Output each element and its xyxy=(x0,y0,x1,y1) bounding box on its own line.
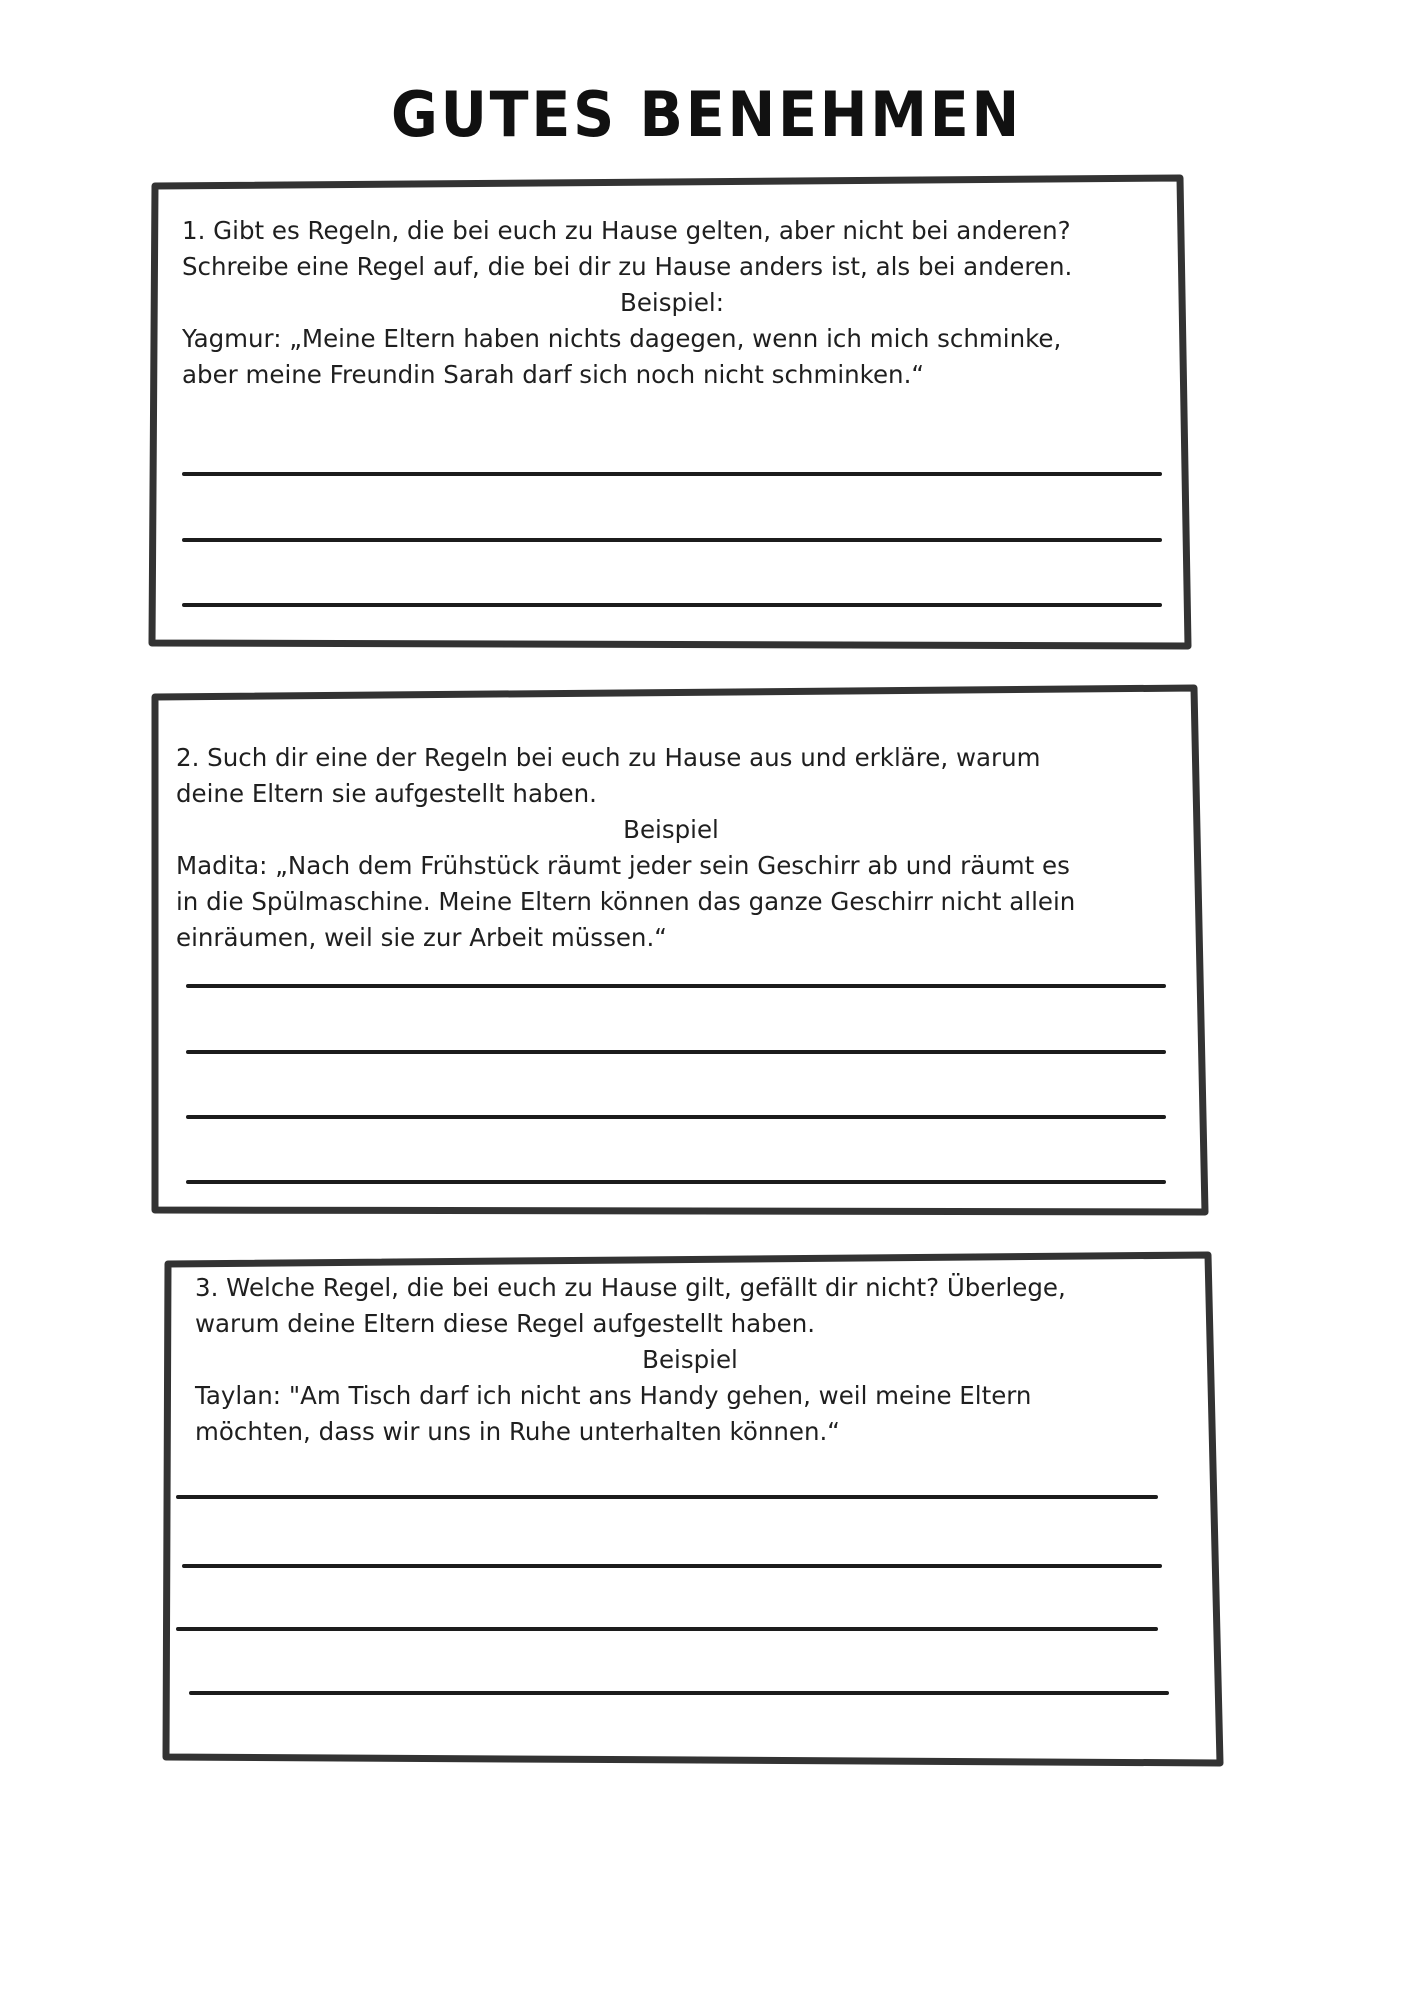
question-2-example: Madita: „Nach dem Frühstück räumt jeder sein Geschirr ab und räumt es xyxy=(176,851,1070,880)
question-1-example: Yagmur: „Meine Eltern haben nichts dagegen, wenn ich mich schminke, xyxy=(182,324,1062,353)
question-1-example-label: Beispiel: xyxy=(620,288,724,317)
answer-line-2d[interactable] xyxy=(186,1180,1166,1184)
question-2-prompt: 2. Such dir eine der Regeln bei euch zu Hause aus und erkläre, warum xyxy=(176,743,1041,772)
answer-line-2a[interactable] xyxy=(186,984,1166,988)
question-1-example-cont: aber meine Freundin Sarah darf sich noch nicht schminken.“ xyxy=(182,360,925,389)
question-3-prompt-cont: warum deine Eltern diese Regel aufgestellt haben. xyxy=(195,1309,816,1338)
question-2-example-cont: in die Spülmaschine. Meine Eltern können das ganze Geschirr nicht allein xyxy=(176,887,1076,916)
answer-line-2c[interactable] xyxy=(186,1115,1166,1119)
question-1 xyxy=(182,213,1162,393)
question-2-prompt-cont: deine Eltern sie aufgestellt haben. xyxy=(176,779,597,808)
question-3-prompt: 3. Welche Regel, die bei euch zu Hause gilt, gefällt dir nicht? Überlege, xyxy=(195,1273,1066,1302)
answer-line-3d[interactable] xyxy=(189,1691,1169,1695)
question-1-prompt-cont: Schreibe eine Regel auf, die bei dir zu Hause anders ist, als bei anderen. xyxy=(182,252,1073,281)
answer-line-3b[interactable] xyxy=(182,1564,1162,1568)
question-2-example-cont2: einräumen, weil sie zur Arbeit müssen.“ xyxy=(176,923,667,952)
question-2 xyxy=(176,740,1166,956)
question-1-prompt: 1. Gibt es Regeln, die bei euch zu Hause gelten, aber nicht bei anderen? xyxy=(182,216,1071,245)
question-3-example-cont: möchten, dass wir uns in Ruhe unterhalten können.“ xyxy=(195,1417,840,1446)
answer-line-3a[interactable] xyxy=(176,1495,1158,1499)
answer-line-1a[interactable] xyxy=(182,472,1162,476)
question-2-example-label: Beispiel xyxy=(623,815,719,844)
question-3-example: Taylan: "Am Tisch darf ich nicht ans Handy gehen, weil meine Eltern xyxy=(195,1381,1032,1410)
question-3 xyxy=(195,1270,1185,1450)
answer-line-1c[interactable] xyxy=(182,603,1162,607)
question-3-example-label: Beispiel xyxy=(642,1345,738,1374)
answer-line-1b[interactable] xyxy=(182,538,1162,542)
worksheet-title: GUTES BENEHMEN xyxy=(391,78,1022,151)
answer-line-3c[interactable] xyxy=(176,1627,1158,1631)
answer-line-2b[interactable] xyxy=(186,1050,1166,1054)
